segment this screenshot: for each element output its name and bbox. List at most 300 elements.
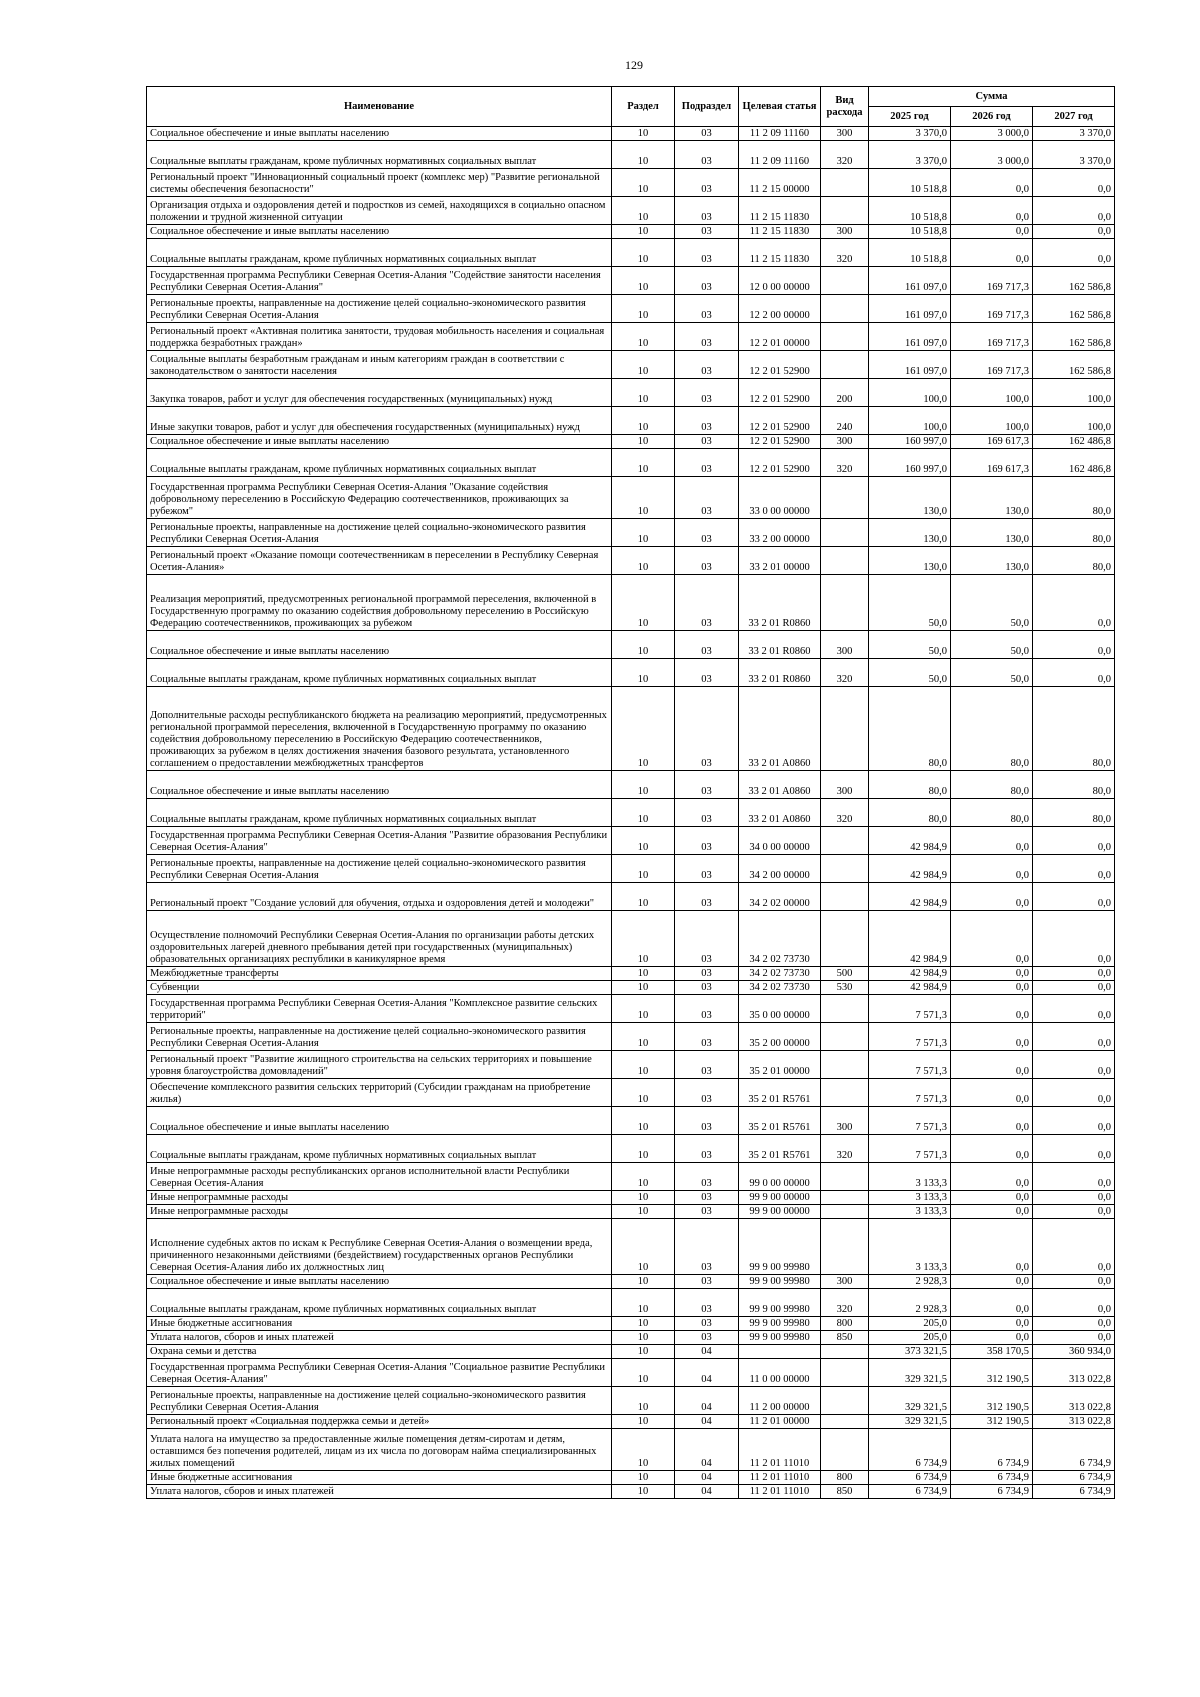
cell-subsection: 03 [675, 1219, 739, 1275]
cell-sum-2025: 329 321,5 [869, 1359, 951, 1387]
cell-target-article: 11 2 00 00000 [739, 1387, 821, 1415]
cell-subsection: 03 [675, 547, 739, 575]
cell-sum-2027: 0,0 [1033, 1051, 1115, 1079]
table-row [147, 1051, 1115, 1079]
cell-expense-type [821, 687, 869, 771]
cell-subsection: 03 [675, 197, 739, 225]
cell-expense-type [821, 351, 869, 379]
cell-sum-2025: 10 518,8 [869, 239, 951, 267]
cell-sum-2025: 6 734,9 [869, 1485, 951, 1499]
cell-sum-2027: 0,0 [1033, 225, 1115, 239]
cell-sum-2025: 205,0 [869, 1317, 951, 1331]
cell-sum-2025: 42 984,9 [869, 855, 951, 883]
cell-expense-type [821, 883, 869, 911]
cell-section: 10 [612, 267, 675, 295]
cell-sum-2025: 2 928,3 [869, 1275, 951, 1289]
cell-sum-2027: 162 586,8 [1033, 351, 1115, 379]
cell-sum-2027: 100,0 [1033, 407, 1115, 435]
budget-table [146, 86, 1115, 1499]
cell-subsection: 03 [675, 169, 739, 197]
cell-subsection: 03 [675, 351, 739, 379]
cell-target-article: 33 2 01 A0860 [739, 799, 821, 827]
cell-expense-type [821, 1079, 869, 1107]
cell-target-article: 11 0 00 00000 [739, 1359, 821, 1387]
cell-subsection: 03 [675, 981, 739, 995]
cell-section: 10 [612, 995, 675, 1023]
cell-sum-2026: 312 190,5 [951, 1387, 1033, 1415]
table-row [147, 127, 1115, 141]
cell-section: 10 [612, 1051, 675, 1079]
cell-expense-type [821, 1359, 869, 1387]
cell-name: Государственная программа Республики Северная Осетия-Алания "Социальное развитие Республики Северная Осетия-Алания" [147, 1359, 612, 1387]
cell-section: 10 [612, 407, 675, 435]
cell-sum-2027: 0,0 [1033, 981, 1115, 995]
cell-section: 10 [612, 239, 675, 267]
cell-name: Обеспечение комплексного развития сельских территорий (Субсидии гражданам на приобретение жилья) [147, 1079, 612, 1107]
cell-subsection: 03 [675, 1051, 739, 1079]
cell-name: Иные непрограммные расходы [147, 1205, 612, 1219]
cell-sum-2027: 162 586,8 [1033, 267, 1115, 295]
cell-sum-2025: 10 518,8 [869, 197, 951, 225]
cell-sum-2026: 0,0 [951, 1205, 1033, 1219]
table-row [147, 1079, 1115, 1107]
cell-sum-2027: 0,0 [1033, 631, 1115, 659]
cell-sum-2027: 0,0 [1033, 883, 1115, 911]
cell-sum-2025: 3 133,3 [869, 1219, 951, 1275]
table-row [147, 267, 1115, 295]
cell-target-article: 99 9 00 00000 [739, 1191, 821, 1205]
cell-expense-type: 850 [821, 1485, 869, 1499]
cell-name: Уплата налогов, сборов и иных платежей [147, 1485, 612, 1499]
cell-sum-2025: 10 518,8 [869, 225, 951, 239]
cell-target-article: 34 2 02 73730 [739, 981, 821, 995]
cell-target-article: 99 9 00 99980 [739, 1219, 821, 1275]
cell-sum-2026: 0,0 [951, 1107, 1033, 1135]
cell-section: 10 [612, 687, 675, 771]
table-row [147, 169, 1115, 197]
cell-target-article: 12 2 00 00000 [739, 295, 821, 323]
cell-name: Региональный проект «Активная политика занятости, трудовая мобильность населения и социальная поддержка безработных граждан» [147, 323, 612, 351]
cell-subsection: 03 [675, 799, 739, 827]
cell-sum-2027: 80,0 [1033, 519, 1115, 547]
cell-name: Иные непрограммные расходы [147, 1191, 612, 1205]
cell-sum-2027: 360 934,0 [1033, 1345, 1115, 1359]
cell-sum-2026: 6 734,9 [951, 1485, 1033, 1499]
cell-sum-2026: 130,0 [951, 477, 1033, 519]
cell-sum-2026: 169 717,3 [951, 267, 1033, 295]
cell-sum-2026: 80,0 [951, 799, 1033, 827]
cell-expense-type [821, 1023, 869, 1051]
cell-expense-type: 320 [821, 239, 869, 267]
cell-sum-2027: 0,0 [1033, 1219, 1115, 1275]
cell-name: Социальные выплаты гражданам, кроме публичных нормативных социальных выплат [147, 1135, 612, 1163]
cell-sum-2025: 130,0 [869, 547, 951, 575]
table-row [147, 449, 1115, 477]
cell-sum-2026: 169 717,3 [951, 323, 1033, 351]
cell-sum-2025: 3 370,0 [869, 127, 951, 141]
table-row [147, 687, 1115, 771]
cell-name: Государственная программа Республики Северная Осетия-Алания "Содействие занятости населения Республики Северная Осетия-Алания" [147, 267, 612, 295]
cell-sum-2027: 6 734,9 [1033, 1429, 1115, 1471]
cell-sum-2026: 0,0 [951, 1331, 1033, 1345]
cell-expense-type [821, 827, 869, 855]
cell-sum-2027: 3 370,0 [1033, 127, 1115, 141]
cell-name: Региональные проекты, направленные на достижение целей социально-экономического развития Республики Северная Осетия-Алания [147, 1387, 612, 1415]
cell-expense-type: 300 [821, 435, 869, 449]
cell-subsection: 03 [675, 295, 739, 323]
cell-expense-type: 300 [821, 127, 869, 141]
table-row [147, 1163, 1115, 1191]
cell-sum-2026: 358 170,5 [951, 1345, 1033, 1359]
cell-section: 10 [612, 1345, 675, 1359]
cell-sum-2026: 169 717,3 [951, 295, 1033, 323]
cell-target-article: 33 2 01 R0860 [739, 575, 821, 631]
cell-sum-2027: 80,0 [1033, 477, 1115, 519]
cell-subsection: 03 [675, 407, 739, 435]
cell-section: 10 [612, 1387, 675, 1415]
cell-section: 10 [612, 1107, 675, 1135]
cell-name: Социальные выплаты гражданам, кроме публичных нормативных социальных выплат [147, 449, 612, 477]
cell-name: Региональные проекты, направленные на достижение целей социально-экономического развития Республики Северная Осетия-Алания [147, 519, 612, 547]
cell-expense-type [821, 169, 869, 197]
cell-subsection: 03 [675, 883, 739, 911]
cell-target-article: 99 9 00 99980 [739, 1331, 821, 1345]
cell-sum-2027: 0,0 [1033, 1205, 1115, 1219]
cell-sum-2026: 169 717,3 [951, 351, 1033, 379]
cell-section: 10 [612, 379, 675, 407]
cell-expense-type: 300 [821, 631, 869, 659]
cell-name: Региональный проект "Создание условий для обучения, отдыха и оздоровления детей и молодежи" [147, 883, 612, 911]
cell-section: 10 [612, 169, 675, 197]
cell-expense-type [821, 1051, 869, 1079]
cell-name: Исполнение судебных актов по искам к Республике Северная Осетия-Алания о возмещении вреда, причиненного незаконными действиями (бездействием) государственных органов Республики Северная Осетия-Алания либо их должностных лиц [147, 1219, 612, 1275]
cell-target-article: 11 2 15 11830 [739, 197, 821, 225]
cell-sum-2025: 7 571,3 [869, 1135, 951, 1163]
table-row [147, 799, 1115, 827]
cell-sum-2025: 42 984,9 [869, 981, 951, 995]
cell-subsection: 03 [675, 449, 739, 477]
cell-sum-2026: 0,0 [951, 1135, 1033, 1163]
cell-sum-2025: 329 321,5 [869, 1415, 951, 1429]
cell-sum-2026: 6 734,9 [951, 1429, 1033, 1471]
cell-sum-2027: 0,0 [1033, 1163, 1115, 1191]
table-row [147, 981, 1115, 995]
cell-expense-type: 200 [821, 379, 869, 407]
cell-sum-2026: 0,0 [951, 827, 1033, 855]
page-number: 129 [625, 58, 643, 72]
table-row [147, 225, 1115, 239]
cell-name: Социальное обеспечение и иные выплаты населению [147, 435, 612, 449]
cell-sum-2027: 0,0 [1033, 1331, 1115, 1345]
table-header [147, 87, 1115, 127]
cell-sum-2027: 0,0 [1033, 1317, 1115, 1331]
cell-sum-2027: 0,0 [1033, 1135, 1115, 1163]
cell-name: Государственная программа Республики Северная Осетия-Алания "Оказание содействия добровольному переселению в Российскую Федерацию соотечественников, проживающих за рубежом" [147, 477, 612, 519]
header-year-2027: 2027 год [1033, 107, 1115, 127]
cell-sum-2027: 162 586,8 [1033, 295, 1115, 323]
cell-section: 10 [612, 547, 675, 575]
cell-sum-2027: 0,0 [1033, 197, 1115, 225]
cell-subsection: 03 [675, 1163, 739, 1191]
table-row [147, 771, 1115, 799]
table-row [147, 295, 1115, 323]
cell-sum-2026: 0,0 [951, 855, 1033, 883]
cell-target-article: 11 2 09 11160 [739, 141, 821, 169]
cell-subsection: 03 [675, 827, 739, 855]
header-year-2026: 2026 год [951, 107, 1033, 127]
cell-subsection: 04 [675, 1429, 739, 1471]
cell-sum-2027: 313 022,8 [1033, 1387, 1115, 1415]
table-row [147, 995, 1115, 1023]
cell-subsection: 04 [675, 1345, 739, 1359]
cell-name: Социальные выплаты гражданам, кроме публичных нормативных социальных выплат [147, 239, 612, 267]
cell-name: Субвенции [147, 981, 612, 995]
cell-section: 10 [612, 519, 675, 547]
cell-sum-2026: 80,0 [951, 687, 1033, 771]
header-section: Раздел [612, 87, 675, 127]
cell-name: Иные непрограммные расходы республиканских органов исполнительной власти Республики Северная Осетия-Алания [147, 1163, 612, 1191]
cell-sum-2026: 3 000,0 [951, 141, 1033, 169]
cell-sum-2025: 3 133,3 [869, 1163, 951, 1191]
table-row [147, 407, 1115, 435]
cell-expense-type [821, 477, 869, 519]
cell-expense-type: 300 [821, 771, 869, 799]
cell-section: 10 [612, 1163, 675, 1191]
cell-section: 10 [612, 659, 675, 687]
cell-target-article: 35 2 01 00000 [739, 1051, 821, 1079]
cell-target-article: 11 2 09 11160 [739, 127, 821, 141]
cell-sum-2027: 80,0 [1033, 771, 1115, 799]
cell-sum-2025: 50,0 [869, 575, 951, 631]
cell-sum-2026: 130,0 [951, 519, 1033, 547]
cell-name: Иные бюджетные ассигнования [147, 1471, 612, 1485]
cell-expense-type [821, 575, 869, 631]
cell-section: 10 [612, 1359, 675, 1387]
cell-sum-2027: 3 370,0 [1033, 141, 1115, 169]
cell-name: Социальное обеспечение и иные выплаты населению [147, 1107, 612, 1135]
cell-name: Иные бюджетные ассигнования [147, 1317, 612, 1331]
cell-target-article: 99 0 00 00000 [739, 1163, 821, 1191]
cell-sum-2025: 42 984,9 [869, 911, 951, 967]
cell-subsection: 04 [675, 1415, 739, 1429]
cell-section: 10 [612, 141, 675, 169]
cell-section: 10 [612, 1135, 675, 1163]
cell-sum-2026: 0,0 [951, 225, 1033, 239]
cell-target-article: 33 0 00 00000 [739, 477, 821, 519]
cell-target-article: 33 2 01 A0860 [739, 771, 821, 799]
cell-expense-type: 320 [821, 659, 869, 687]
cell-sum-2025: 10 518,8 [869, 169, 951, 197]
cell-sum-2026: 0,0 [951, 883, 1033, 911]
table-row [147, 1471, 1115, 1485]
cell-section: 10 [612, 911, 675, 967]
table-row [147, 1275, 1115, 1289]
cell-target-article: 33 2 00 00000 [739, 519, 821, 547]
cell-subsection: 04 [675, 1485, 739, 1499]
header-sum: Сумма [869, 87, 1115, 107]
cell-subsection: 03 [675, 967, 739, 981]
cell-sum-2025: 205,0 [869, 1331, 951, 1345]
cell-expense-type [821, 1415, 869, 1429]
cell-sum-2025: 100,0 [869, 407, 951, 435]
cell-sum-2025: 161 097,0 [869, 351, 951, 379]
cell-target-article: 35 0 00 00000 [739, 995, 821, 1023]
table-row [147, 1429, 1115, 1471]
cell-target-article: 35 2 01 R5761 [739, 1107, 821, 1135]
cell-subsection: 03 [675, 477, 739, 519]
header-target-article: Целевая статья [739, 87, 821, 127]
cell-target-article: 33 2 01 A0860 [739, 687, 821, 771]
cell-subsection: 03 [675, 1107, 739, 1135]
cell-expense-type: 850 [821, 1331, 869, 1345]
cell-sum-2025: 42 984,9 [869, 827, 951, 855]
cell-sum-2027: 0,0 [1033, 239, 1115, 267]
cell-target-article: 35 2 01 R5761 [739, 1079, 821, 1107]
cell-section: 10 [612, 1415, 675, 1429]
cell-sum-2026: 0,0 [951, 1317, 1033, 1331]
table-row [147, 1485, 1115, 1499]
cell-expense-type [821, 197, 869, 225]
cell-expense-type [821, 1191, 869, 1205]
table-row [147, 631, 1115, 659]
cell-sum-2026: 80,0 [951, 771, 1033, 799]
cell-subsection: 03 [675, 1023, 739, 1051]
cell-subsection: 03 [675, 323, 739, 351]
header-subsection: Подраздел [675, 87, 739, 127]
cell-name: Государственная программа Республики Северная Осетия-Алания "Комплексное развитие сельских территорий" [147, 995, 612, 1023]
cell-sum-2025: 7 571,3 [869, 995, 951, 1023]
cell-sum-2025: 161 097,0 [869, 295, 951, 323]
cell-sum-2027: 0,0 [1033, 967, 1115, 981]
cell-target-article: 11 2 01 00000 [739, 1415, 821, 1429]
cell-subsection: 03 [675, 1191, 739, 1205]
cell-expense-type: 320 [821, 1289, 869, 1317]
cell-sum-2026: 0,0 [951, 1023, 1033, 1051]
cell-subsection: 03 [675, 1331, 739, 1345]
cell-section: 10 [612, 631, 675, 659]
cell-sum-2027: 0,0 [1033, 575, 1115, 631]
cell-section: 10 [612, 197, 675, 225]
cell-subsection: 04 [675, 1387, 739, 1415]
cell-subsection: 03 [675, 995, 739, 1023]
table-row [147, 239, 1115, 267]
cell-sum-2026: 0,0 [951, 1079, 1033, 1107]
cell-expense-type: 300 [821, 225, 869, 239]
cell-section: 10 [612, 1429, 675, 1471]
table-row [147, 1387, 1115, 1415]
header-year-2025: 2025 год [869, 107, 951, 127]
cell-expense-type [821, 1345, 869, 1359]
cell-sum-2025: 80,0 [869, 687, 951, 771]
cell-expense-type: 320 [821, 799, 869, 827]
cell-expense-type: 300 [821, 1275, 869, 1289]
cell-section: 10 [612, 1471, 675, 1485]
cell-expense-type [821, 323, 869, 351]
table-row [147, 883, 1115, 911]
cell-sum-2027: 0,0 [1033, 1107, 1115, 1135]
cell-subsection: 03 [675, 435, 739, 449]
cell-section: 10 [612, 323, 675, 351]
cell-target-article: 33 2 01 R0860 [739, 631, 821, 659]
cell-sum-2026: 0,0 [951, 1051, 1033, 1079]
cell-target-article: 11 2 15 11830 [739, 225, 821, 239]
cell-sum-2025: 6 734,9 [869, 1429, 951, 1471]
cell-sum-2025: 2 928,3 [869, 1289, 951, 1317]
cell-sum-2027: 80,0 [1033, 547, 1115, 575]
header-name: Наименование [147, 87, 612, 127]
table-row [147, 1359, 1115, 1387]
cell-sum-2027: 0,0 [1033, 1275, 1115, 1289]
cell-expense-type [821, 295, 869, 323]
table-row [147, 1135, 1115, 1163]
cell-sum-2026: 0,0 [951, 1219, 1033, 1275]
cell-name: Региональные проекты, направленные на достижение целей социально-экономического развития Республики Северная Осетия-Алания [147, 855, 612, 883]
cell-target-article: 11 2 01 11010 [739, 1471, 821, 1485]
cell-section: 10 [612, 1331, 675, 1345]
cell-expense-type [821, 1387, 869, 1415]
cell-subsection: 03 [675, 1135, 739, 1163]
cell-sum-2026: 6 734,9 [951, 1471, 1033, 1485]
cell-subsection: 03 [675, 575, 739, 631]
table-row [147, 1415, 1115, 1429]
cell-sum-2025: 329 321,5 [869, 1387, 951, 1415]
cell-name: Региональный проект «Социальная поддержка семьи и детей» [147, 1415, 612, 1429]
cell-sum-2026: 0,0 [951, 1191, 1033, 1205]
cell-expense-type: 320 [821, 449, 869, 477]
cell-section: 10 [612, 127, 675, 141]
cell-name: Социальное обеспечение и иные выплаты населению [147, 225, 612, 239]
cell-sum-2026: 130,0 [951, 547, 1033, 575]
table-row [147, 547, 1115, 575]
cell-sum-2027: 0,0 [1033, 911, 1115, 967]
cell-target-article: 12 2 01 00000 [739, 323, 821, 351]
cell-target-article: 11 2 01 11010 [739, 1485, 821, 1499]
table-row [147, 323, 1115, 351]
cell-sum-2026: 50,0 [951, 575, 1033, 631]
cell-target-article [739, 1345, 821, 1359]
table-row [147, 379, 1115, 407]
cell-sum-2025: 161 097,0 [869, 323, 951, 351]
cell-sum-2026: 0,0 [951, 967, 1033, 981]
cell-subsection: 03 [675, 379, 739, 407]
cell-subsection: 03 [675, 631, 739, 659]
cell-sum-2025: 3 133,3 [869, 1191, 951, 1205]
cell-expense-type: 320 [821, 1135, 869, 1163]
cell-sum-2025: 50,0 [869, 659, 951, 687]
table-row [147, 855, 1115, 883]
table-row [147, 477, 1115, 519]
cell-sum-2026: 312 190,5 [951, 1359, 1033, 1387]
cell-sum-2027: 6 734,9 [1033, 1471, 1115, 1485]
cell-target-article: 34 0 00 00000 [739, 827, 821, 855]
cell-subsection: 03 [675, 771, 739, 799]
cell-expense-type: 240 [821, 407, 869, 435]
cell-section: 10 [612, 225, 675, 239]
cell-expense-type [821, 1429, 869, 1471]
cell-sum-2026: 0,0 [951, 911, 1033, 967]
table-row [147, 351, 1115, 379]
cell-name: Осуществление полномочий Республики Северная Осетия-Алания по организации работы детских оздоровительных лагерей дневного пребывания детей при государственных (муниципальных) образовательных организациях республики в каникулярное время [147, 911, 612, 967]
cell-section: 10 [612, 449, 675, 477]
cell-sum-2025: 373 321,5 [869, 1345, 951, 1359]
cell-expense-type: 800 [821, 1471, 869, 1485]
cell-sum-2025: 3 133,3 [869, 1205, 951, 1219]
cell-section: 10 [612, 435, 675, 449]
cell-sum-2025: 161 097,0 [869, 267, 951, 295]
cell-target-article: 99 9 00 99980 [739, 1317, 821, 1331]
cell-sum-2026: 50,0 [951, 659, 1033, 687]
cell-sum-2025: 7 571,3 [869, 1107, 951, 1135]
